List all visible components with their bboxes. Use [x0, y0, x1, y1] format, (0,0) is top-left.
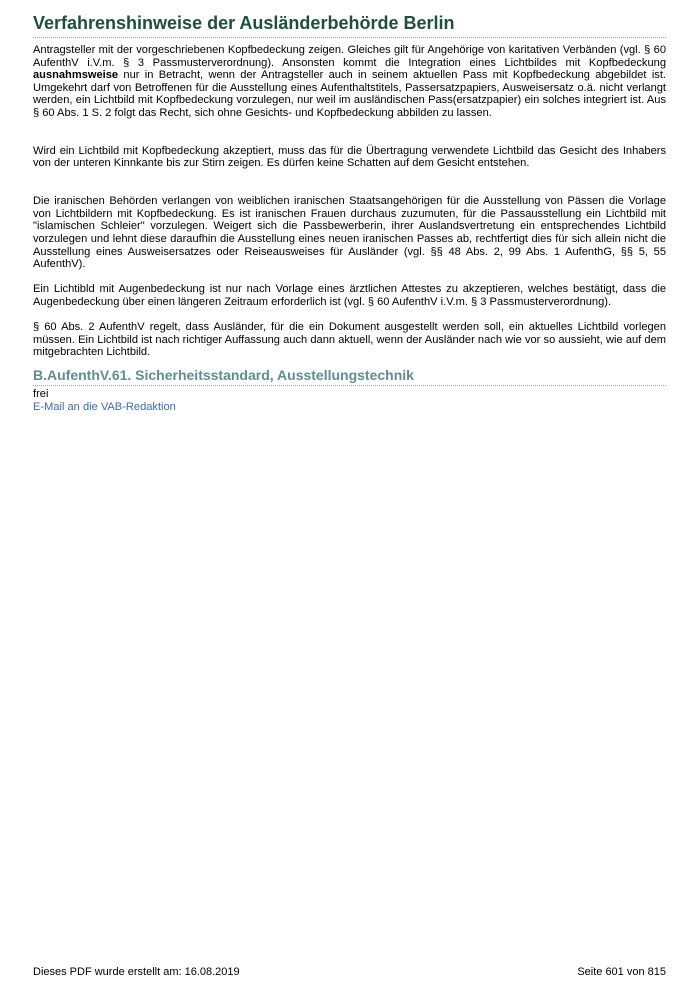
email-link[interactable]: E-Mail an die VAB-Redaktion	[33, 400, 176, 413]
paragraph-text: Antragsteller mit der vorgeschriebenen Kopfbedeckung zeigen. Gleiches gilt für Angehörige von karitativen Verbänden (vgl. § 60 AufenthV i.V.m. § 3 Passmusterverordnung). Ansonsten kommt die Integration eines Lichtbildes mit Kopfbedeckung	[33, 44, 666, 69]
document-page	[33, 12, 666, 414]
document-content	[33, 44, 666, 359]
footer-created-date: Dieses PDF wurde erstellt am: 16.08.2019	[33, 966, 240, 978]
paragraph-spacer	[33, 120, 666, 145]
paragraph-iranian-authorities: Die iranischen Behörden verlangen von weiblichen iranischen Staatsangehörigen für die Ausstellung von Pässen die Vorlage von Lichtbildern mit Kopfbedeckung. Es ist iranischen Frauen durchaus zuzumuten, für die Passausstellung ein Lichtbild mit "islamischen Schleier" vorzulegen. Weigert sich die Passbewerberin, ihrer Auslandsvertretung ein entsprechendes Lichtbild vorzulegen und lehnt diese daraufhin die Ausstellung eines neuen iranischen Passes ab, rechtfertigt dies für sich allein nicht die Ausstellung eines Ausweisersatzes oder Reiseausweises für Ausländer (vgl. §§ 48 Abs. 2, 99 Abs. 1 AufenthG, §§ 5, 55 AufenthV).	[33, 195, 666, 271]
paragraph-face-visibility: Wird ein Lichtbild mit Kopfbedeckung akzeptiert, muss das für die Übertragung verwendete Lichtbild das Gesicht des Inhabers von der unteren Kinnkante bis zur Stirn zeigen. Es dürfen keine Schatten auf dem Gesicht entstehen.	[33, 144, 666, 170]
paragraph-spacer	[33, 308, 666, 321]
emphasis-text: ausnahmsweise	[33, 69, 119, 82]
section-body: frei	[33, 387, 49, 400]
paragraph-headcover-rules	[33, 44, 666, 120]
paragraph-eye-covering: Ein Lichtibld mit Augenbedeckung ist nur nach Vorlage eines ärztlichen Attestes zu akzeptieren, welches bestätigt, dass die Augenbedeckung über einen längeren Zeitraum erforderlich ist (vgl. § 60 AufenthV i.V.m. § 3 Passmusterverordnung).	[33, 283, 666, 308]
paragraph-spacer	[33, 170, 666, 195]
paragraph-spacer	[33, 271, 666, 284]
section-heading: B.AufenthV.61. Sicherheitsstandard, Ausstellungstechnik	[33, 367, 666, 386]
document-title: Verfahrenshinweise der Ausländerbehörde Berlin	[33, 12, 666, 38]
paragraph-text: nur in Betracht, wenn der Antragsteller auch in seinem aktuellen Pass mit Kopfbedeckung abgebildet ist. Umgekehrt darf von Betroffenen für die Ausstellung eines Aufenthaltstitels, Passersatzpapiers, Ausweisersatz o.ä. nicht verlangt werden, ein Lichtbild mit Kopfbedeckung vorzulegen, nur weil im ausländischen Pass(ersatzpapier) ein solches integriert ist. Aus § 60 Abs. 1 S. 2 folgt das Recht, sich ohne Gesichts- und Kopfbedeckung abbilden zu lassen.	[33, 69, 666, 119]
paragraph-current-photo: § 60 Abs. 2 AufenthV regelt, dass Ausländer, für die ein Dokument ausgestellt werden soll, ein aktuelles Lichtbild vorlegen müssen. Ein Lichtbild ist nach richtiger Auffassung auch dann aktuell, wenn der Ausländer nach wie vor so aussieht, wie auf dem mitgebrachten Lichtbild.	[33, 321, 666, 359]
footer-page-number: Seite 601 von 815	[577, 966, 666, 978]
